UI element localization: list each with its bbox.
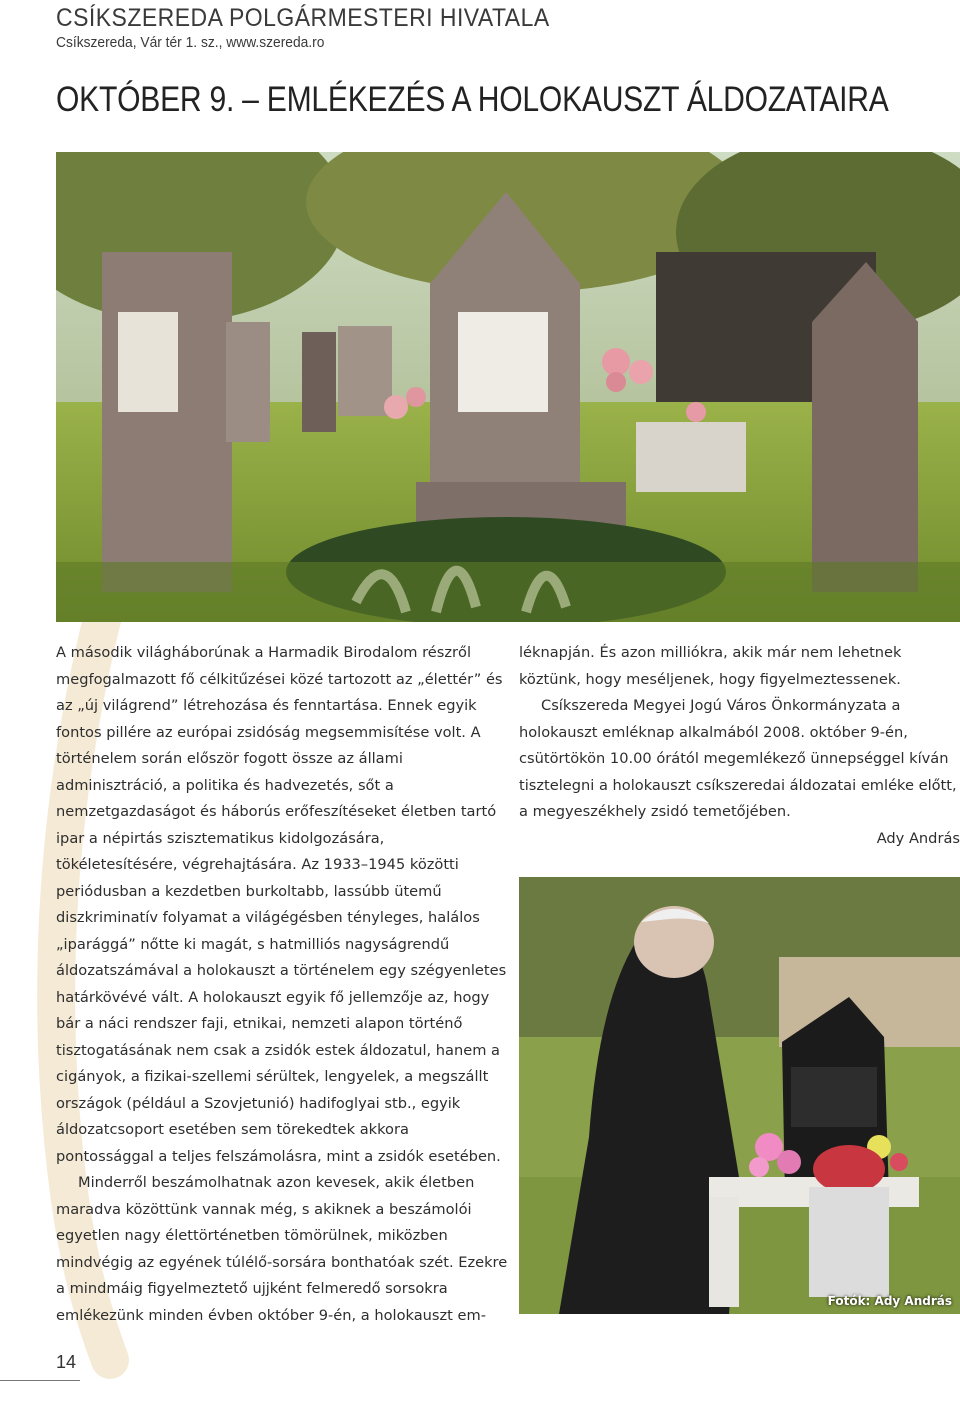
article-author: Ady András <box>876 829 960 847</box>
header <box>56 4 593 51</box>
organization-name: CSÍKSZEREDA POLGÁRMESTERI HIVATALA <box>56 4 550 32</box>
memorial-photo <box>519 877 960 1314</box>
article-column-left <box>56 640 508 1329</box>
page-number: 14 <box>56 1352 77 1372</box>
article-title: OKTÓBER 9. – EMLÉKEZÉS A HOLOKAUSZT ÁLDOZATAIRA <box>56 80 889 119</box>
article-column-right <box>519 640 960 852</box>
paragraph: Csíkszereda Megyei Jogú Város Önkormányzata a holokauszt emléknap alkalmából 2008. október 9-én, csütörtökön 10.00 órától megemlékező ünnepséggel kíván tisztelegni a holokauszt csíkszeredai áldozatai emléke előtt, a megyeszékhely zsidó temetőjében. <box>519 697 957 820</box>
paragraph: Minderről beszámolhatnak azon kevesek, akik életben maradva közöttünk vannak még, s akiknek a beszámolói egyetlen nagy élettörténetben tömörülnek, miközben mindvégig az egyének túlélő-sorsára bonthatóak szét. Ezekre a mindmáig figyelmeztető ujjként felmeredő sorsokra emlékezünk minden évben október 9-én, a holokauszt em- <box>56 1174 508 1324</box>
photo-credit: Fotók: Ady András <box>827 1294 952 1308</box>
paragraph: léknapján. És azon milliókra, akik már nem lehetnek köztünk, hogy meséljenek, hogy figyelmeztessenek. <box>519 644 902 688</box>
page-rule <box>0 1380 80 1381</box>
cemetery-photo <box>56 152 960 622</box>
paragraph: A második világháborúnak a Harmadik Birodalom részről megfogalmazott fő célkitűzései közé tartozott az „élettér” és az „új világrend” létrehozása és fenntartása. Ennek egyik fontos pillére az európai zsidóság megsemmisítése volt. A történelem során először fogott össze az állami adminisztráció, a politika és hadvezetés, sőt a nemzetgazdaságot és háborús erőfeszítéseket életben tartó ipar a népirtás szisztematikus kidolgozására, tökéletesítésére, végrehajtására. Az 1933–1945 közötti periódusban a kezdetben burkoltabb, lassúbb ütemű diszkriminatív folyamat a világégésben tényleges, halálos „iparággá” nőtte ki magát, s hatmilliós nagyságrendű áldozatszámával a holokauszt a történelem egy szégyenletes határkövévé vált. A holokauszt egyik fő jellemzője az, hogy bár a náci rendszer faji, etnikai, nemzeti alapon történő tisztogatásának nem csak a zsidók estek áldozatul, hanem a cigányok, a fizikai-szellemi sérültek, lengyelek, a megszállt országok (például a Szovjetunió) hadifoglyai stb., egyik áldozatcsoport esetében sem törekedtek akkora pontossággal a teljes felszámolásra, mint a zsidók esetében. <box>56 644 507 1165</box>
organization-address: Csíkszereda, Vár tér 1. sz., www.szereda.ro <box>56 34 325 51</box>
